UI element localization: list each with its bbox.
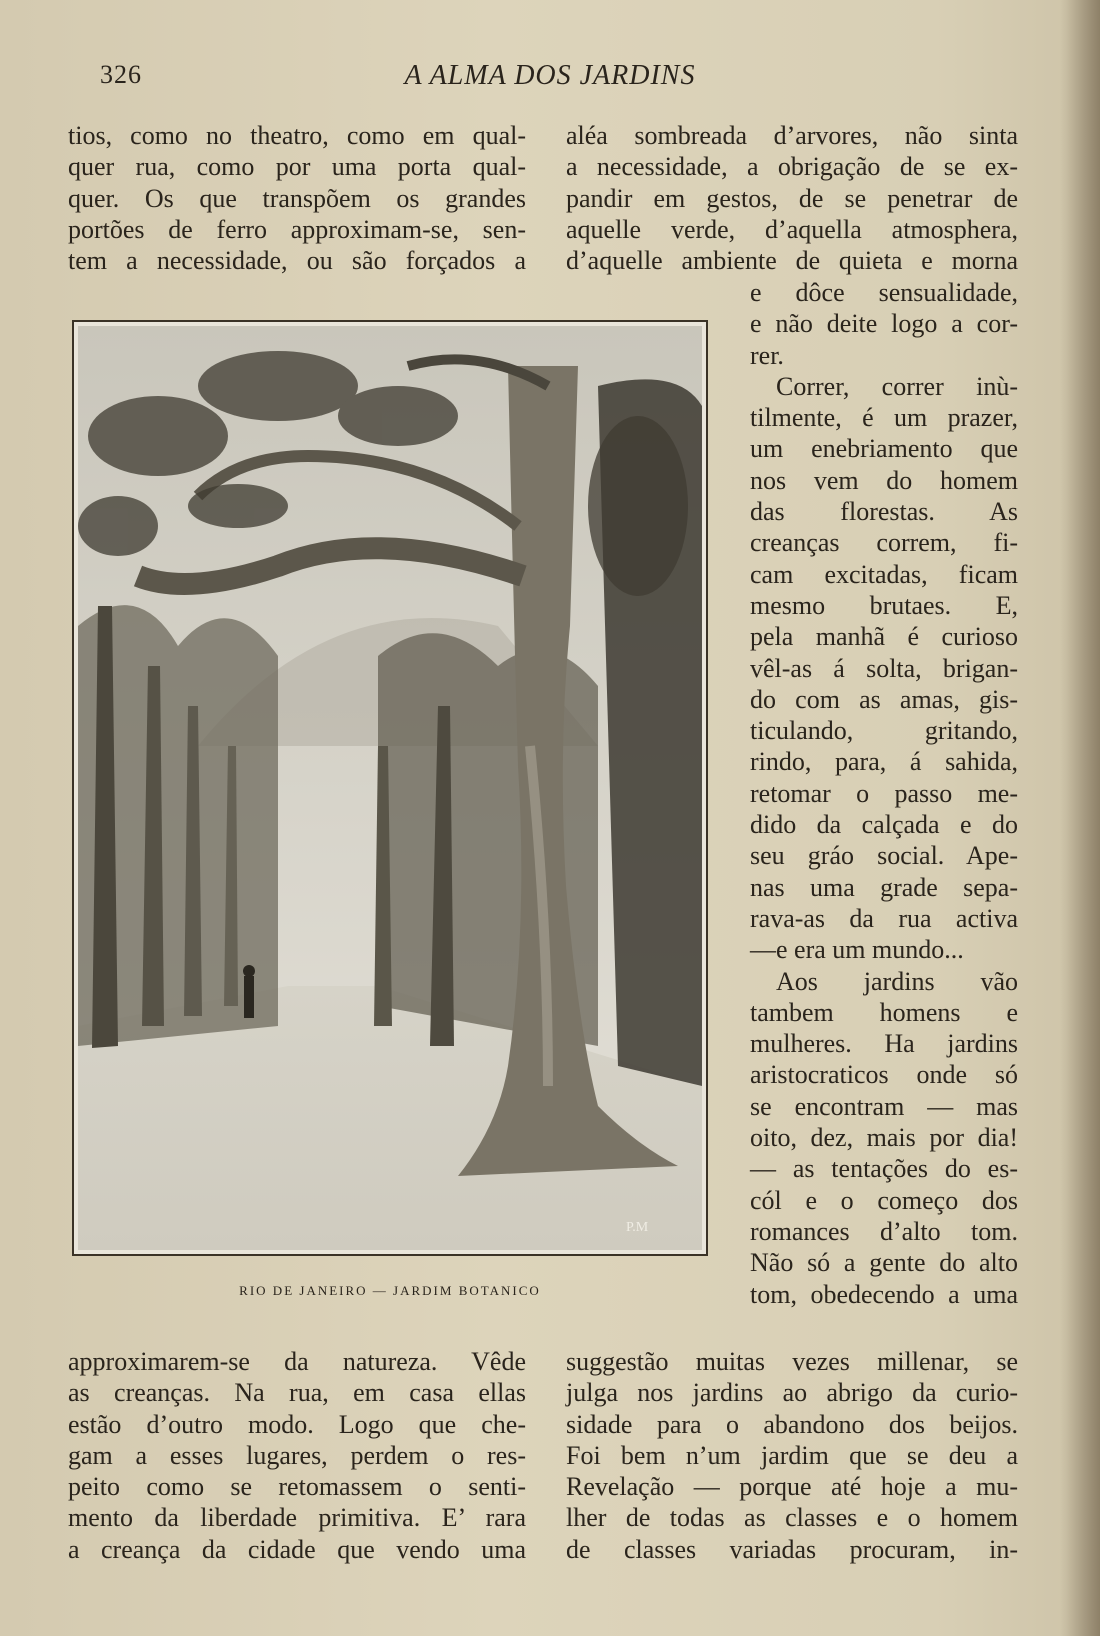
text-line: tambem homens e — [750, 997, 1018, 1027]
text-line: do com as amas, gis- — [750, 684, 1018, 714]
text-line: — as tentações do es- — [750, 1154, 1018, 1184]
text-line: suggestão muitas vezes millenar, se — [566, 1347, 1018, 1376]
text-line: das florestas. As — [750, 497, 1018, 527]
text-line: Não só a gente do alto — [750, 1248, 1018, 1278]
text-line: aquelle verde, d’aquella atmosphera, — [566, 214, 1018, 244]
text-line: seu gráo social. Ape- — [750, 841, 1018, 871]
text-line: julga nos jardins ao abrigo da curio- — [566, 1378, 1018, 1408]
text-line: de classes variadas procuram, in- — [566, 1534, 1018, 1564]
text-column-left-bottom — [68, 1346, 526, 1565]
text-line: mento da liberdade primitiva. E’ rara — [68, 1503, 526, 1533]
text-line: oito, dez, mais por dia! — [750, 1123, 1018, 1153]
text-line: sidade para o abandono dos beijos. — [566, 1409, 1018, 1439]
text-line: gam a esses lugares, perdem o res- — [68, 1440, 526, 1470]
text-line: mesmo brutaes. E, — [750, 590, 1018, 620]
text-line: nas uma grade sepa- — [750, 872, 1018, 902]
text-line: dido da calçada e do — [750, 810, 1018, 840]
running-title: A ALMA DOS JARDINS — [404, 60, 696, 91]
text-line: rer. — [750, 340, 784, 370]
page-edge-shadow — [1060, 0, 1100, 1636]
text-line: —e era um mundo... — [750, 935, 964, 965]
text-line: rindo, para, á sahida, — [750, 747, 1018, 777]
text-column-right-narrow — [750, 277, 1018, 1310]
text-line: retomar o passo me- — [750, 778, 1018, 808]
text-line: rava-as da rua activa — [750, 903, 1018, 933]
text-line: creanças correm, fi- — [750, 528, 1018, 558]
text-line: nos vem do homem — [750, 465, 1018, 495]
text-line: d’aquelle ambiente de quieta e morna — [566, 246, 1018, 276]
text-column-left-top — [68, 120, 526, 276]
text-column-right-bottom — [566, 1346, 1018, 1565]
text-line: a creança da cidade que vendo uma — [68, 1534, 526, 1564]
text-line: tios, como no theatro, como em qual- — [68, 121, 526, 150]
text-line: approximarem-se da natureza. Vêde — [68, 1347, 526, 1376]
text-line: um enebriamento que — [750, 434, 1018, 464]
text-line: se encontram — mas — [750, 1091, 1018, 1121]
photo-illustration — [78, 326, 702, 1250]
text-line: Revelação — porque até hoje a mu- — [566, 1472, 1018, 1502]
text-line: tom, obedecendo a uma — [750, 1279, 1018, 1309]
text-line: as creanças. Na rua, em casa ellas — [68, 1378, 526, 1408]
text-line: Correr, correr inù- — [776, 371, 1018, 401]
text-column-right-top — [566, 120, 1018, 276]
text-line: ticulando, gritando, — [750, 716, 1018, 746]
text-line: tem a necessidade, ou são forçados a — [68, 246, 526, 276]
text-line: tilmente, é um prazer, — [750, 403, 1018, 433]
text-line: portões de ferro approximam-se, sen- — [68, 214, 526, 244]
text-line: a necessidade, a obrigação de se ex- — [566, 152, 1018, 182]
text-line: e não deite logo a cor- — [750, 309, 1018, 339]
text-line: quer. Os que transpõem os grandes — [68, 183, 526, 213]
text-line: romances d’alto tom. — [750, 1216, 1018, 1246]
text-line: pandir em gestos, de se penetrar de — [566, 183, 1018, 213]
text-line: cam excitadas, ficam — [750, 559, 1018, 589]
photo-caption: RIO DE JANEIRO — JARDIM BOTANICO — [239, 1283, 541, 1298]
text-line: e dôce sensualidade, — [750, 278, 1018, 307]
text-line: aristocraticos onde só — [750, 1060, 1018, 1090]
photographer-mark: P.M — [626, 1220, 649, 1235]
text-line: estão d’outro modo. Logo que che- — [68, 1409, 526, 1439]
text-line: Aos jardins vão — [776, 966, 1018, 996]
text-line: vêl-as á solta, brigan- — [750, 653, 1018, 683]
text-line: Foi bem n’um jardim que se deu a — [566, 1440, 1018, 1470]
text-line: lher de todas as classes e o homem — [566, 1503, 1018, 1533]
text-line: quer rua, como por uma porta qual- — [68, 152, 526, 182]
text-line: mulheres. Ha jardins — [750, 1029, 1018, 1059]
text-line: peito como se retomassem o senti- — [68, 1472, 526, 1502]
text-line: aléa sombreada d’arvores, não sinta — [566, 121, 1018, 150]
page-number: 326 — [100, 60, 142, 89]
text-line: cól e o começo dos — [750, 1185, 1018, 1215]
garden-photograph — [72, 320, 708, 1256]
text-line: pela manhã é curioso — [750, 622, 1018, 652]
